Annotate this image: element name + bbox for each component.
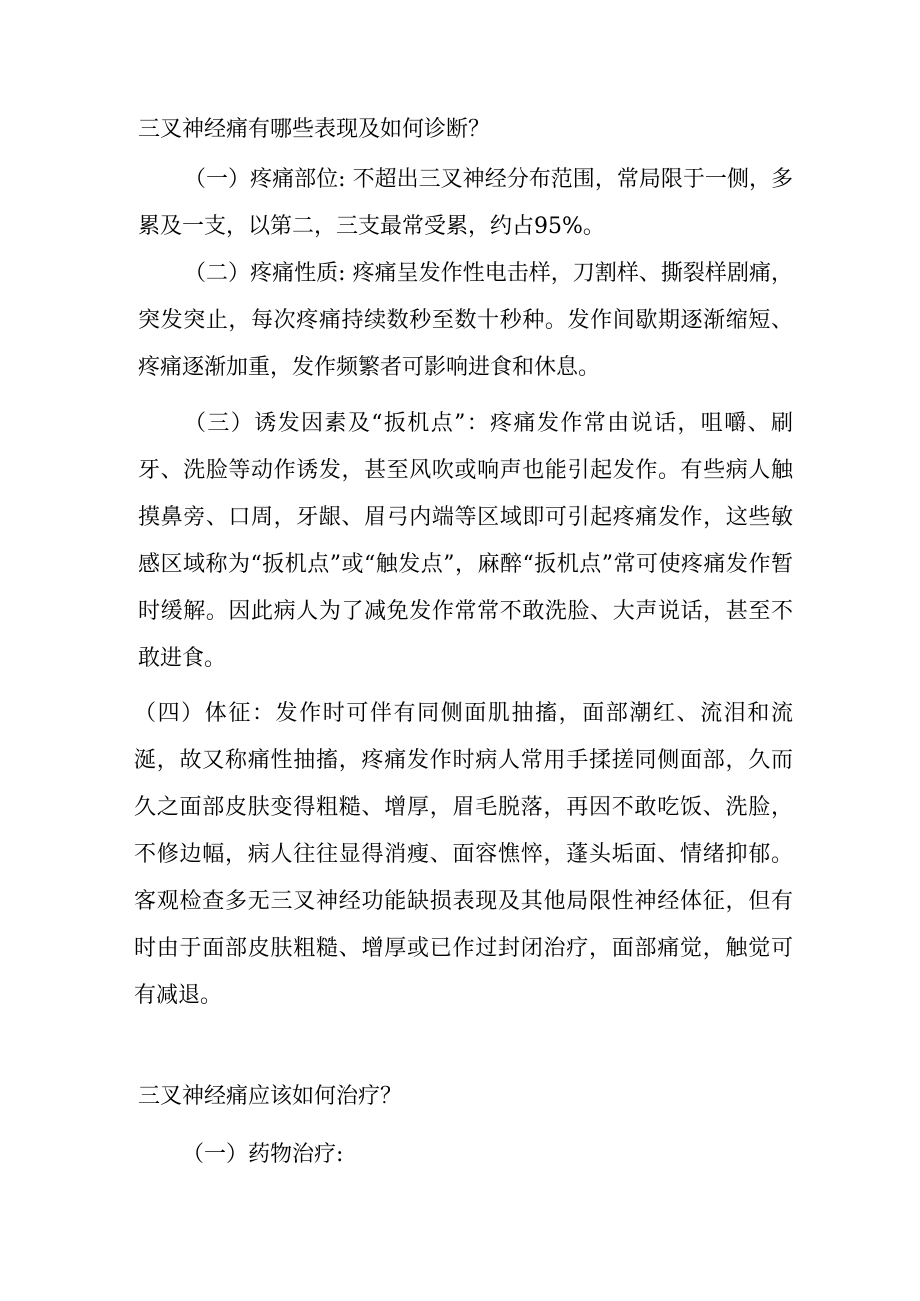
paragraph-trigger-factors: （三）诱发因素及“扳机点”：疼痛发作常由说话，咀嚼、刷牙、洗脸等动作诱发，甚至风吹或响声也能引起发作。有些病人触摸鼻旁、口周，牙龈、眉弓内端等区域即可引起疼痛发作，这些敏感区域称为“扳机点”或“触发点”，麻醉“扳机点”常可使疼痛发作暂时缓解。因此病人为了减免发作常常不敢洗脸、大声说话，甚至不敢进食。: [138, 411, 793, 671]
section-heading-treatment: 三叉神经痛应该如何治疗？: [138, 1084, 403, 1109]
paragraph-pain-location: （一）疼痛部位: 不超出三叉神经分布范围，常局限于一侧，多累及一支，以第二，三支最常受累，约占95%。: [138, 167, 793, 239]
subheading-drug-treatment: （一）药物治疗:: [182, 1142, 344, 1167]
paragraph-pain-nature: （二）疼痛性质: 疼痛呈发作性电击样，刀割样、撕裂样剧痛，突发突止，每次疼痛持续数秒至数十秒种。发作间歇期逐渐缩短、疼痛逐渐加重，发作频繁者可影响进食和休息。: [138, 261, 793, 380]
paragraph-signs: （四）体征：发作时可伴有同侧面肌抽搐，面部潮红、流泪和流涎，故又称痛性抽搐，疼痛发作时病人常用手揉搓同侧面部，久而久之面部皮肤变得粗糙、增厚，眉毛脱落，再因不敢吃饭、洗脸，不修边幅，病人往往显得消瘦、面容憔悴，蓬头垢面、情绪抑郁。客观检查多无三叉神经功能缺损表现及其他局限性神经体征，但有时由于面部皮肤粗糙、增厚或已作过封闭治疗，面部痛觉，触觉可有减退。: [134, 701, 793, 1008]
section-heading-diagnosis: 三叉神经痛有哪些表现及如何诊断？: [138, 117, 491, 142]
